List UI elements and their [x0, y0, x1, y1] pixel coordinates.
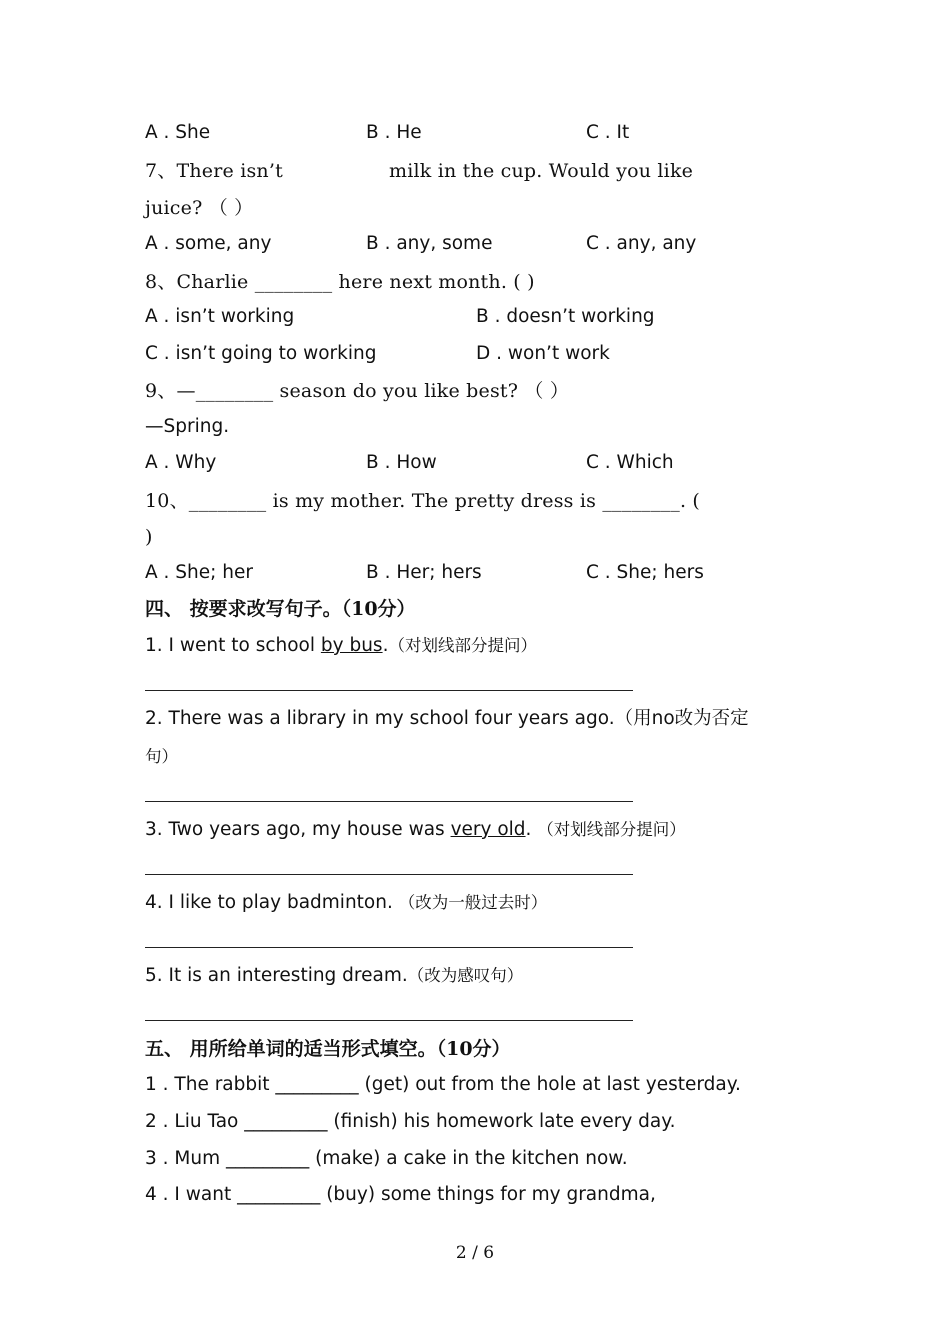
- section5-heading: 五、 用所给单词的适当形式填空。（10分）: [145, 1038, 511, 1060]
- s4-item-2: [145, 707, 749, 731]
- q7-option-a: A . some, any: [145, 233, 272, 254]
- s4-item-4-text: 4. I like to play badminton.: [145, 892, 399, 913]
- q6-option-a: A . She: [145, 122, 211, 143]
- s4-item-3-pre: 3. Two years ago, my house was: [145, 819, 451, 840]
- s4-item-5: [145, 964, 523, 988]
- q7-stem-part1: 7、There isn’t: [145, 160, 283, 182]
- s4-item-3-post: .: [525, 819, 538, 840]
- s4-item-1-underlined: by bus: [320, 635, 383, 656]
- s5-item-4: 4 . I want _________ (buy) some things for my grandma,: [145, 1184, 656, 1205]
- q7-option-b: B . any, some: [366, 233, 493, 254]
- q10-option-a: A . She; her: [145, 562, 253, 583]
- section4-heading: 四、 按要求改写句子。（10分）: [145, 598, 416, 620]
- q7-stem-line2: juice? （ ）: [145, 197, 254, 219]
- q8-option-c: C . isn’t going to working: [145, 343, 377, 364]
- q7-option-c: C . any, any: [586, 233, 697, 254]
- s4-item-4-note: （改为一般过去时）: [398, 893, 548, 912]
- answer-line-5: [145, 1020, 633, 1021]
- q8-option-b: B . doesn’t working: [476, 306, 655, 327]
- s4-item-1-pre: 1. I went to school: [145, 635, 321, 656]
- answer-line-2: [145, 801, 633, 802]
- q9-answer: —Spring.: [145, 416, 230, 437]
- s4-item-1-note: （对划线部分提问）: [388, 636, 537, 655]
- q8-option-d: D . won’t work: [476, 343, 610, 364]
- s4-item-5-text: 5. It is an interesting dream.: [145, 965, 408, 986]
- q6-option-c: C . It: [586, 122, 630, 143]
- s4-item-3-underlined: very old: [450, 819, 526, 840]
- q9-stem: 9、—________ season do you like best? （ ）: [145, 380, 570, 402]
- s5-item-1: 1 . The rabbit _________ (get) out from the hole at last yesterday.: [145, 1074, 741, 1095]
- q9-option-b: B . How: [366, 452, 437, 473]
- s4-item-1: [145, 634, 537, 658]
- q8-stem: 8、Charlie ________ here next month. ( ): [145, 271, 535, 293]
- answer-line-4: [145, 947, 633, 948]
- s4-item-2-text: 2. There was a library in my school four years ago.: [145, 708, 615, 729]
- answer-line-3: [145, 874, 633, 875]
- s4-item-2-note-cont: 句）: [145, 747, 178, 766]
- s4-item-5-note: （改为感叹句）: [407, 966, 524, 985]
- answer-line-1: [145, 690, 633, 691]
- s4-item-3-note: （对划线部分提问）: [537, 820, 686, 839]
- q7-stem-part2: milk in the cup. Would you like: [389, 160, 694, 182]
- s5-item-2: 2 . Liu Tao _________ (finish) his homework late every day.: [145, 1111, 676, 1132]
- q10-option-c: C . She; hers: [586, 562, 704, 583]
- q6-option-b: B . He: [366, 122, 422, 143]
- q10-stem-close: ): [145, 526, 153, 548]
- q10-stem: 10、________ is my mother. The pretty dress is ________. (: [145, 490, 701, 512]
- page-number: 2 / 6: [455, 1243, 495, 1263]
- s4-item-2-note: （用no改为否定: [614, 708, 749, 729]
- q9-option-c: C . Which: [586, 452, 674, 473]
- q9-option-a: A . Why: [145, 452, 217, 473]
- s4-item-3: [145, 818, 686, 842]
- s4-item-1-post: .: [382, 635, 389, 656]
- q10-option-b: B . Her; hers: [366, 562, 482, 583]
- s5-item-3: 3 . Mum _________ (make) a cake in the kitchen now.: [145, 1148, 628, 1169]
- q8-option-a: A . isn’t working: [145, 306, 295, 327]
- s4-item-4: [145, 891, 547, 915]
